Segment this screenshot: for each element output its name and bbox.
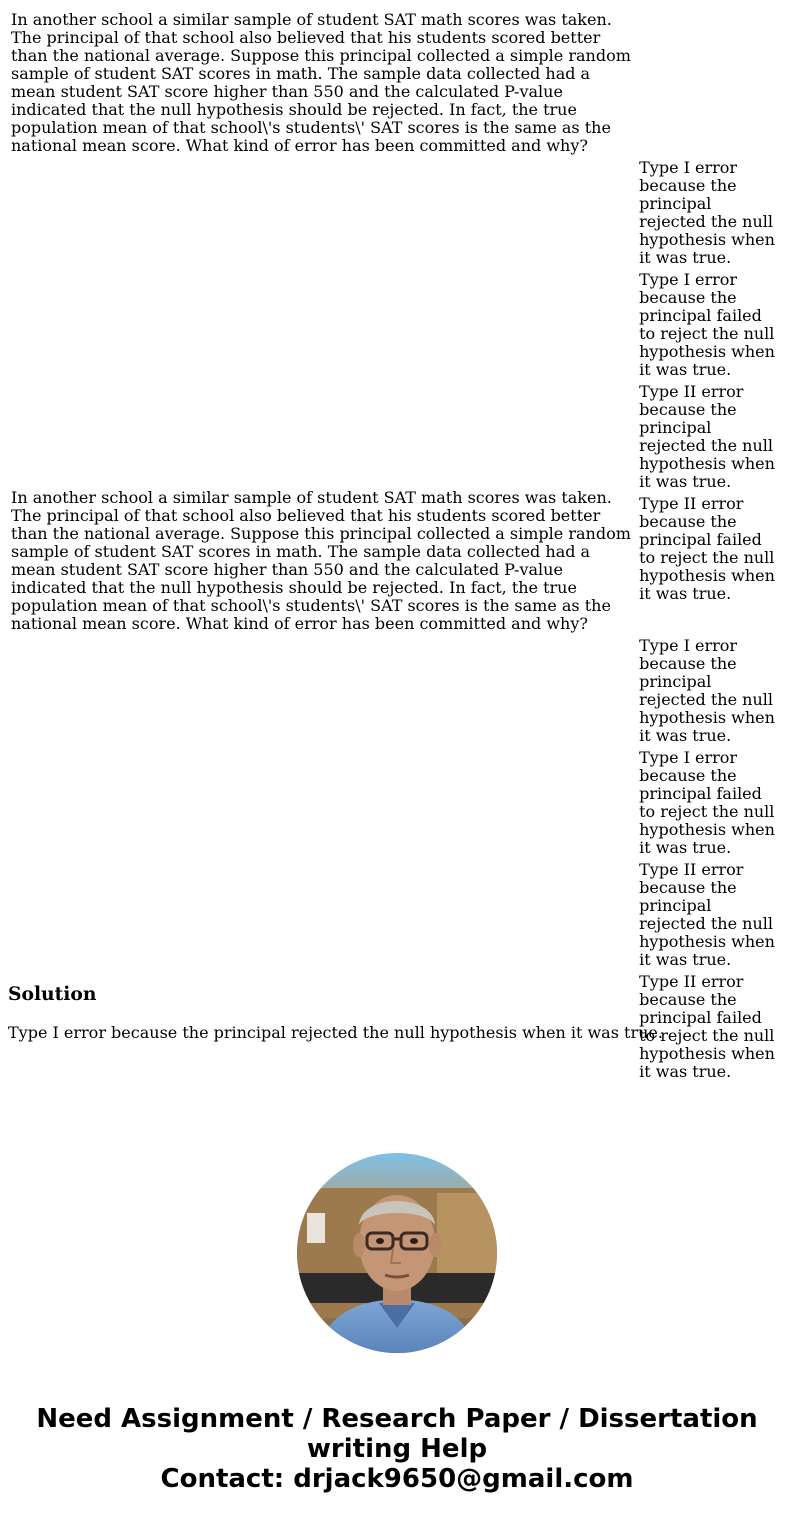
answer-option[interactable]: Type II error because the principal failed to reject the null hypothesis when it was true. xyxy=(639,494,775,603)
answer-option[interactable]: Type I error because the principal rejected the null hypothesis when it was true. xyxy=(639,158,775,267)
answer-option[interactable]: Type I error because the principal failed to reject the null hypothesis when it was true. xyxy=(639,748,775,857)
answer-option[interactable]: Type II error because the principal failed to reject the null hypothesis when it was true. xyxy=(639,972,775,1081)
promo-line-1: Need Assignment / Research Paper / Dissertation writing Help xyxy=(36,1404,758,1464)
question-text: In another school a similar sample of student SAT math scores was taken. The principal of that school also believed that his students scored better than the national average. Suppose this principal collected a simple random sample of student SAT scores in math. The sample data collected had a mean student SAT score higher than 550 and the calculated P-value indicated that the null hypothesis should be rejected. In fact, the true population mean of that school\'s students\' SAT scores is the same as the national mean score. What kind of error has been committed and why? xyxy=(11,488,631,633)
answer-option-list xyxy=(638,636,784,1082)
solution-heading: Solution xyxy=(8,983,97,1005)
tutor-avatar xyxy=(297,1153,497,1353)
question-block-2 xyxy=(8,486,786,1084)
question-text: In another school a similar sample of student SAT math scores was taken. The principal of that school also believed that his students scored better than the national average. Suppose this principal collected a simple random sample of student SAT scores in math. The sample data collected had a mean student SAT score higher than 550 and the calculated P-value indicated that the null hypothesis should be rejected. In fact, the true population mean of that school\'s students\' SAT scores is the same as the national mean score. What kind of error has been committed and why? xyxy=(11,10,631,155)
answer-option[interactable]: Type II error because the principal rejected the null hypothesis when it was true. xyxy=(639,860,775,969)
solution-text: Type I error because the principal rejected the null hypothesis when it was true. xyxy=(8,1023,663,1042)
answer-option[interactable]: Type II error because the principal rejected the null hypothesis when it was true. xyxy=(639,382,775,491)
promo-banner xyxy=(0,1404,794,1494)
answer-option[interactable]: Type I error because the principal rejected the null hypothesis when it was true. xyxy=(639,636,775,745)
promo-contact[interactable]: Contact: drjack9650@gmail.com xyxy=(160,1464,634,1494)
answer-option[interactable]: Type I error because the principal failed to reject the null hypothesis when it was true. xyxy=(639,270,775,379)
